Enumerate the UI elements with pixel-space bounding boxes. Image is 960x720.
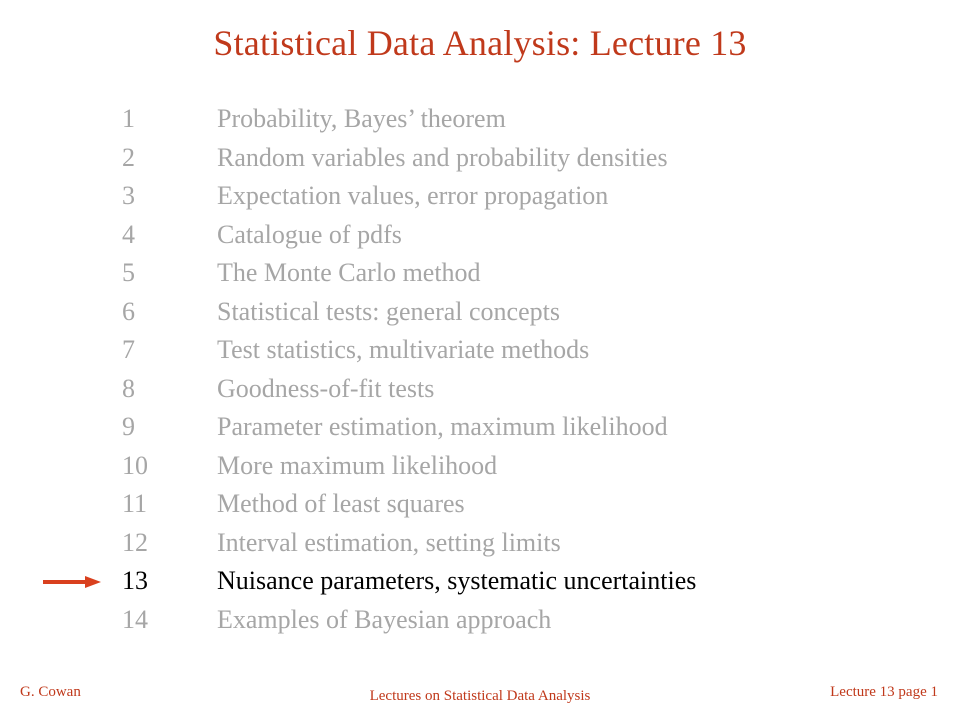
- lecture-number: 1: [122, 104, 135, 133]
- lecture-topic: Catalogue of pdfs: [217, 219, 402, 249]
- lecture-topic: The Monte Carlo method: [217, 258, 481, 287]
- lecture-row: [0, 293, 960, 332]
- lecture-row: [0, 447, 960, 486]
- lecture-row: [0, 331, 960, 370]
- lecture-topic: Statistical tests: general concepts: [217, 296, 560, 326]
- lecture-row: [0, 370, 960, 409]
- lecture-row: [0, 177, 960, 216]
- lecture-number: 2: [122, 142, 135, 172]
- lecture-row: [0, 100, 960, 139]
- lecture-row: [0, 408, 960, 447]
- lecture-number: 3: [122, 181, 135, 210]
- lecture-row: [0, 139, 960, 178]
- footer-author: G. Cowan: [20, 684, 81, 700]
- footer-course: Lectures on Statistical Data Analysis: [369, 688, 591, 704]
- lecture-number: 10: [122, 450, 148, 480]
- lecture-list: [0, 100, 960, 639]
- lecture-topic: Interval estimation, setting limits: [217, 527, 561, 557]
- right-arrow-icon: [43, 576, 101, 588]
- lecture-number: 7: [122, 335, 135, 364]
- lecture-number: 12: [122, 527, 148, 557]
- lecture-topic: Method of least squares: [217, 489, 465, 518]
- lecture-row: [0, 216, 960, 255]
- lecture-topic: Parameter estimation, maximum likelihood: [217, 412, 668, 441]
- lecture-number: 13: [122, 566, 148, 595]
- lecture-row: [0, 254, 960, 293]
- lecture-row: [0, 524, 960, 563]
- lecture-number: 11: [122, 489, 148, 518]
- lecture-topic: Expectation values, error propagation: [217, 181, 609, 210]
- lecture-number: 6: [122, 296, 135, 326]
- lecture-topic: Test statistics, multivariate methods: [217, 335, 590, 364]
- lecture-topic: Probability, Bayes’ theorem: [217, 104, 506, 133]
- lecture-number: 14: [122, 604, 148, 634]
- footer-page: Lecture 13 page 1: [830, 684, 938, 700]
- slide-title: Statistical Data Analysis: Lecture 13: [213, 23, 747, 63]
- lecture-topic: More maximum likelihood: [217, 450, 498, 480]
- lecture-number: 4: [122, 219, 135, 249]
- lecture-topic: Random variables and probability densities: [217, 142, 668, 172]
- lecture-number: 5: [122, 258, 135, 287]
- lecture-row: [0, 601, 960, 640]
- lecture-row: [0, 485, 960, 524]
- lecture-number: 9: [122, 412, 135, 441]
- lecture-topic: Goodness-of-fit tests: [217, 373, 435, 403]
- lecture-topic: Examples of Bayesian approach: [217, 604, 552, 634]
- lecture-topic: Nuisance parameters, systematic uncertainties: [217, 566, 697, 595]
- lecture-number: 8: [122, 373, 135, 403]
- lecture-row-current: [0, 562, 960, 601]
